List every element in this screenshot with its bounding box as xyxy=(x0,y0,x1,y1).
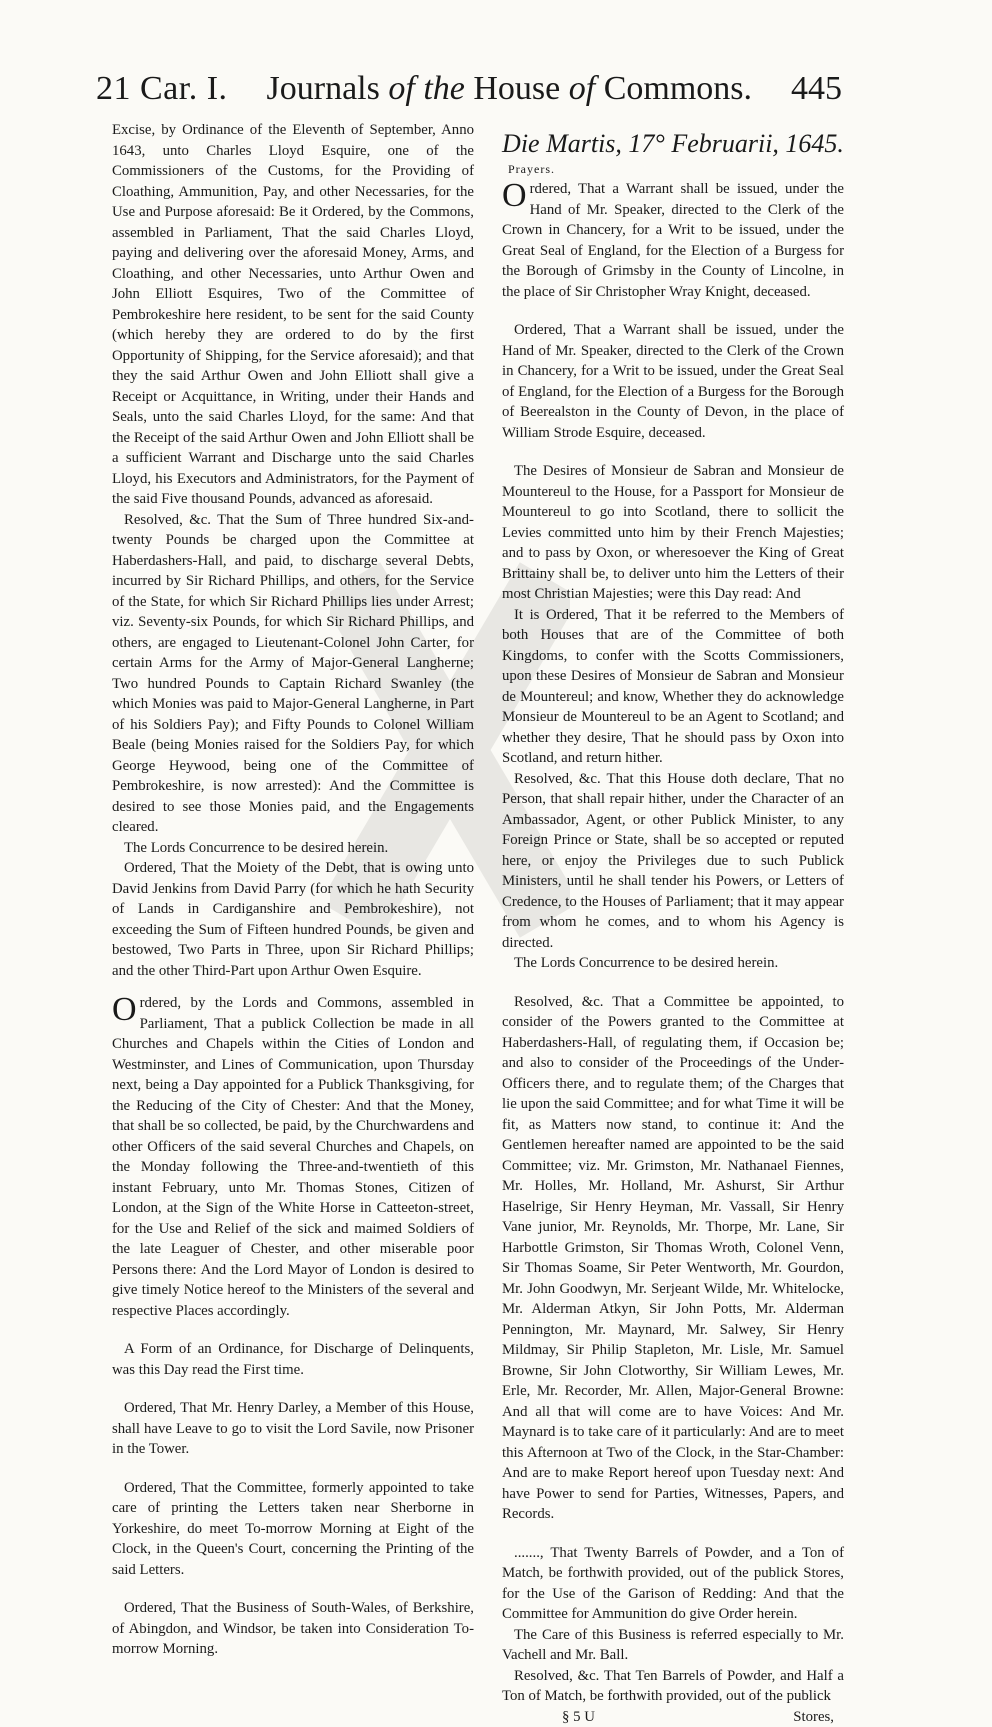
paragraph: The Care of this Business is referred especially to Mr. Vachell and Mr. Ball. xyxy=(502,1625,844,1666)
catchword: Stores, xyxy=(793,1707,834,1727)
paragraph: The Lords Concurrence to be desired herein. xyxy=(112,838,474,859)
prayers-heading: Prayers. xyxy=(508,159,844,180)
paragraph: The Desires of Monsieur de Sabran and Monsieur de Mountereul to the House, for a Passport for Monsieur de Mountereul to go into Scotland, there to sollicit the Levies committed unto him by their French Majesties; and to pass by Oxon, or wheresoever the King of Great Brittainy shall be, to deliver unto him the Letters of their most Christian Majesties; were this Day read: And xyxy=(502,461,844,605)
paragraph: Ordered, That the Moiety of the Debt, that is owing unto David Jenkins from David Parry (for which he hath Security of Lands in Cardiganshire and Pembrokeshire), not exceeding the Sum of Fifteen hundred Pounds, be given and bestowed, Two Parts in Three, upon Sir Richard Phillips; and the other Third-Part upon Arthur Owen Esquire. xyxy=(112,858,474,981)
paragraph: Ordered, That a Warrant shall be issued, under the Hand of Mr. Speaker, directed to the Clerk of the Crown in Chancery, for a Writ to be issued, under the Great Seal of England, for the Election of a Burgess for the Borough of Grimsby in the County of Lincolne, in the place of Sir Christopher Wray Knight, deceased. xyxy=(502,179,844,302)
paragraph: Ordered, That the Business of South-Wales, of Berkshire, of Abingdon, and Windsor, be taken into Consideration To-morrow Morning. xyxy=(112,1598,474,1660)
left-column xyxy=(112,120,474,1660)
right-column xyxy=(502,128,844,1727)
paragraph: Ordered, That a Warrant shall be issued, under the Hand of Mr. Speaker, directed to the Clerk of the Crown in Chancery, for a Writ to be issued, under the Great Seal of England, for the Election of a Burgess for the Borough of Beerealston in the County of Devon, in the place of William Strode Esquire, deceased. xyxy=(502,320,844,443)
paragraph: Resolved, &c. That a Committee be appointed, to consider of the Powers granted to the Committee at Haberdashers-Hall, of regulating them, if Occasion be; and also to consider of the Proceedings of the Under-Officers there, and to regulate them; of the Charges that lie upon the said Committee; and for what Time it will be fit, as Matters now stand, to continue it: And the Gentlemen hereafter named are appointed to be the said Committee; viz. Mr. Grimston, Mr. Nathanael Fiennes, Mr. Holles, Mr. Holland, Mr. Ashurst, Sir Arthur Haselrige, Sir Henry Heyman, Mr. Vassall, Sir Henry Vane junior, Mr. Reynolds, Mr. Thorpe, Mr. Lane, Sir Harbottle Grimston, Sir Thomas Wroth, Colonel Venn, Sir Thomas Soame, Sir Peter Wentworth, Mr. Gourdon, Mr. John Goodwyn, Mr. Serjeant Wilde, Mr. Whitelocke, Mr. Alderman Atkyn, Sir John Potts, Mr. Alderman Pennington, Mr. Maynard, Mr. Salwey, Sir Henry Mildmay, Sir Philip Stapleton, Mr. Lisle, Mr. Samuel Browne, Sir John Clotworthy, Sir William Lewes, Mr. Erle, Mr. Recorder, Mr. Allen, Major-General Browne: And all that will come are to have Voices: And Mr. Maynard is to take care of it particularly: And are to meet this Afternoon at Two of the Clock, in the Star-Chamber: And are to make Report hereof upon Tuesday next: And have Power to send for Parties, Witnesses, Papers, and Records. xyxy=(502,992,844,1525)
journal-title xyxy=(267,70,752,108)
paragraph: Ordered, That Mr. Henry Darley, a Member of this House, shall have Leave to go to visit the Lord Savile, now Prisoner in the Tower. xyxy=(112,1398,474,1460)
paragraph: A Form of an Ordinance, for Discharge of Delinquents, was this Day read the First time. xyxy=(112,1339,474,1380)
page-number: 445 xyxy=(791,70,842,108)
paragraph: Ordered, by the Lords and Commons, assembled in Parliament, That a publick Collection be made in all Churches and Chapels within the Cities of London and Westminster, and Lines of Communication, upon Thursday next, being a Day appointed for a Publick Thanksgiving, for the Reducing of the City of Chester: And that the Money, that shall be so collected, be paid, by the Churchwardens and other Officers of the said several Churches and Chapels, on the Monday following the Three-and-twentieth of this instant February, unto Mr. Thomas Stones, Citizen of London, at the Sign of the White Horse in Catteeton-street, for the Use and Relief of the sick and maimed Soldiers of the late Leaguer of Chester, and other miserable poor Persons there: And the Lord Mayor of London is desired to give timely Notice hereof to the Ministers of the several and respective Places accordingly. xyxy=(112,993,474,1321)
paragraph: Resolved, &c. That the Sum of Three hundred Six-and-twenty Pounds be charged upon the Committee at Haberdashers-Hall, and paid, to discharge several Debts, incurred by Sir Richard Phillips, and others, for the Service of the State, for which Sir Richard Phillips lies under Arrest; viz. Seventy-six Pounds, for which Sir Richard Phillips, and others, are engaged to Lieutenant-Colonel John Carter, for certain Arms for the Army of Major-General Langherne; Two hundred Pounds to Captain Richard Swanley (the which Monies was paid to Major-General Langherne, in Part of his Soldiers Pay); and Fifty Pounds to Colonel William Beale (being Monies raised for the Soldiers Pay, for which George Heywood, being one of the Committee of Pembrokeshire, is now arrested): And the Committee is desired to see those Monies paid, and the Engagements cleared. xyxy=(112,510,474,838)
title-word-commons: Commons. xyxy=(604,70,752,107)
page-footer xyxy=(502,1707,844,1727)
paragraph: The Lords Concurrence to be desired herein. xyxy=(502,953,844,974)
paragraph: It is Ordered, That it be referred to the Members of both Houses that are of the Committee of both Kingdoms, to confer with the Scotts Commissioners, upon these Desires of Monsieur de Sabran and Monsieur de Mountereul; and know, Whether they do acknowledge Monsieur de Mountereul to be an Agent to Scotland; and whether they desire, That he should pass by Oxon into Scotland, and return hither. xyxy=(502,605,844,769)
paragraph: ......., That Twenty Barrels of Powder, and a Ton of Match, be forthwith provided, out of the publick Stores, for the Use of the Garison of Redding: And that the Committee for Ammunition do give Order herein. xyxy=(502,1543,844,1625)
page-header xyxy=(96,70,842,126)
title-word-journals: Journals xyxy=(267,70,380,107)
title-word-house: House xyxy=(473,70,560,107)
title-word-of-2: of xyxy=(569,70,595,107)
day-heading: Die Martis, 17° Februarii, 1645. xyxy=(502,134,844,155)
paragraph: Resolved, &c. That Ten Barrels of Powder, and Half a Ton of Match, be forthwith provided, out of the publick xyxy=(502,1666,844,1707)
regnal-year: 21 Car. I. xyxy=(96,70,228,108)
paragraph: Resolved, &c. That this House doth declare, That no Person, that shall repair hither, under the Character of an Ambassador, Agent, or other Publick Minister, to any Foreign Prince or State, shall be so accepted or reputed here, or enjoy the Privileges due to such Publick Ministers, until he shall tender his Powers, or Letters of Credence, to the Houses of Parliament; that it may appear from whom he comes, and to whom his Agency is directed. xyxy=(502,769,844,954)
paragraph: Ordered, That the Committee, formerly appointed to take care of printing the Letters taken near Sherborne in Yorkeshire, do meet To-morrow Morning at Eight of the Clock, in the Queen's Court, concerning the Printing of the said Letters. xyxy=(112,1478,474,1581)
signature-mark: § 5 U xyxy=(562,1707,595,1727)
paragraph: Excise, by Ordinance of the Eleventh of September, Anno 1643, unto Charles Lloyd Esquire, one of the Commissioners of the Customs, for the Providing of Cloathing, Ammunition, Pay, and other Necessaries, for the Use and Purpose aforesaid: Be it Ordered, by the Commons, assembled in Parliament, That the said Charles Lloyd, paying and delivering over the aforesaid Money, Arms, and Cloathing, and other Necessaries, unto Arthur Owen and John Elliott Esquires, Two of the Committee of Pembrokeshire here resident, to be sent for the said County (which hereby they are ordered to do by the first Opportunity of Shipping, for the Service aforesaid); and that they the said Arthur Owen and John Elliott shall give a Receipt or Acquittance, in Writing, under their Hands and Seals, unto the said Charles Lloyd, for the same: And that the Receipt of the said Arthur Owen and John Elliott shall be a sufficient Warrant and Discharge unto the said Charles Lloyd, his Executors and Administrators, for the Payment of the said Five thousand Pounds, advanced as aforesaid. xyxy=(112,120,474,510)
title-word-the: the xyxy=(423,70,465,107)
title-word-of: of xyxy=(388,70,414,107)
